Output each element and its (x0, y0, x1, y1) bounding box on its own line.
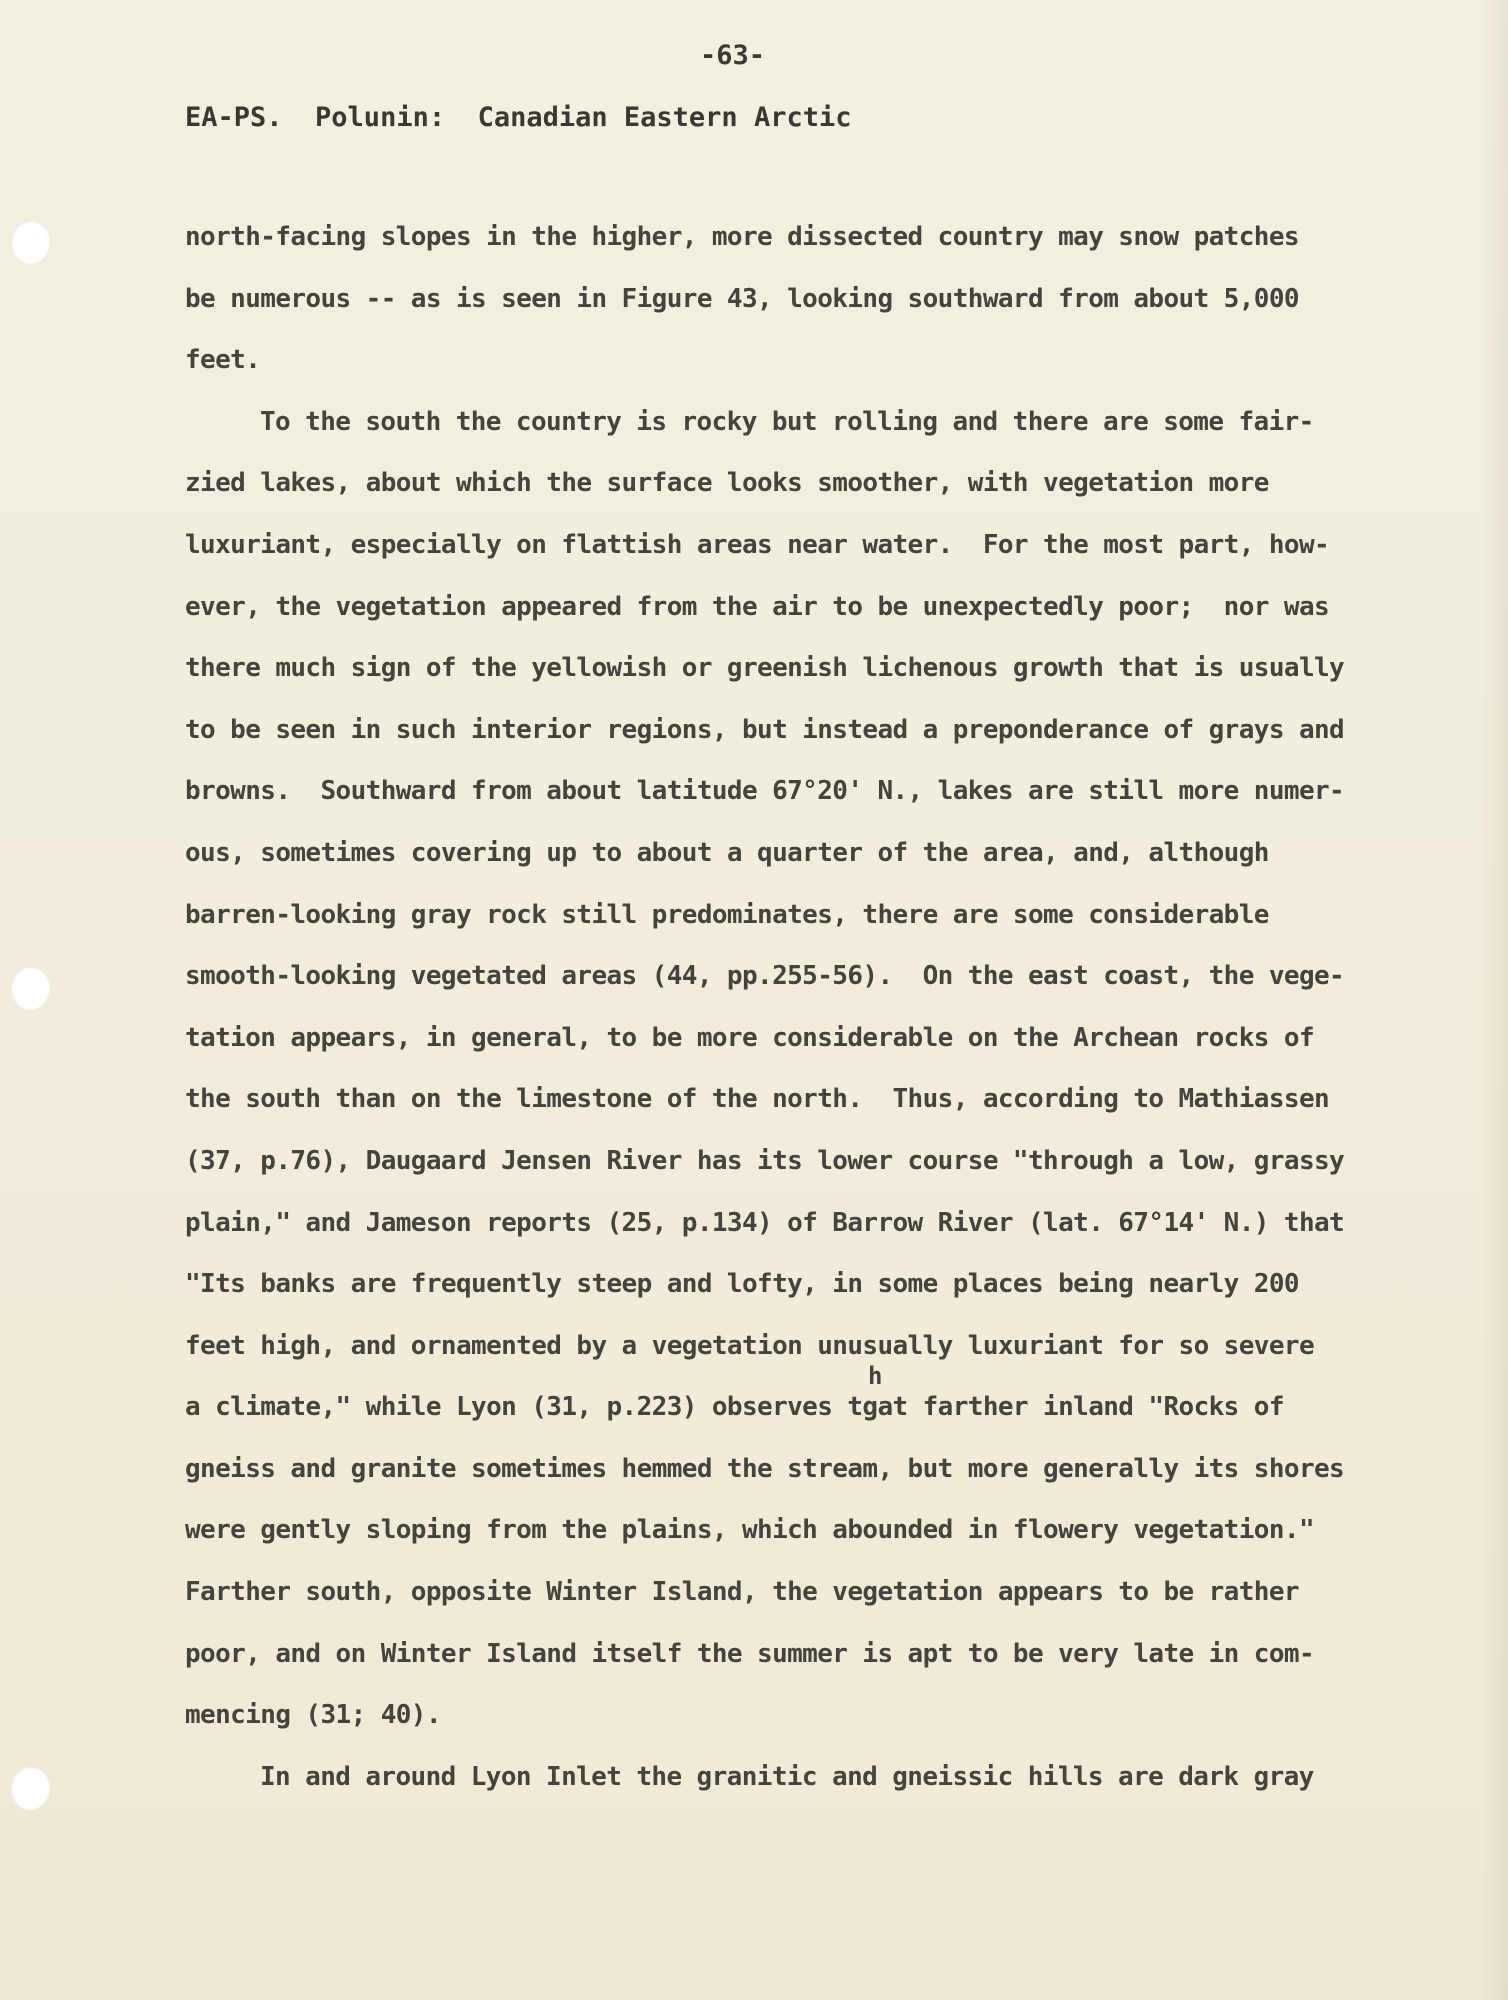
text-line: mencing (31; 40). (185, 1700, 441, 1731)
text-line: zied lakes, about which the surface looks smoother, with vegetation more (185, 468, 1269, 499)
page-edge-shadow (1480, 0, 1508, 2000)
page-number: -63- (700, 40, 766, 71)
text-line: To the south the country is rocky but rolling and there are some fair- (260, 406, 1314, 437)
text-line: browns. Southward from about latitude 67°20' N., lakes are still more numer- (185, 776, 1345, 807)
text-line: plain," and Jameson reports (25, p.134) of Barrow River (lat. 67°14' N.) that (185, 1207, 1345, 1238)
punch-hole-top (10, 220, 50, 264)
text-line: feet. (185, 345, 261, 376)
running-header: EA-PS. Polunin: Canadian Eastern Arctic (185, 102, 852, 133)
text-line: to be seen in such interior regions, but instead a preponderance of grays and (185, 714, 1345, 745)
text-line: feet high, and ornamented by a vegetation unusually luxuriant for so severe (185, 1330, 1314, 1361)
body-text (185, 222, 1415, 1823)
text-line: north-facing slopes in the higher, more dissected country may snow patches (185, 222, 1299, 252)
text-line: smooth-looking vegetated areas (44, pp.255-56). On the east coast, the vege- (185, 961, 1345, 992)
punch-hole-middle (10, 966, 50, 1010)
text-line: ever, the vegetation appeared from the air to be unexpectedly poor; nor was (185, 591, 1330, 622)
interlinear-correction: h (868, 1362, 883, 1390)
text-line: poor, and on Winter Island itself the summer is apt to be very late in com- (185, 1638, 1314, 1669)
text-line: Farther south, opposite Winter Island, the vegetation appears to be rather (185, 1577, 1299, 1608)
text-line: ous, sometimes covering up to about a quarter of the area, and, although (185, 837, 1269, 868)
text-line: were gently sloping from the plains, which abounded in flowery vegetation." (185, 1515, 1314, 1546)
text-line: barren-looking gray rock still predominates, there are some considerable (185, 899, 1269, 930)
text-line: tation appears, in general, to be more considerable on the Archean rocks of (185, 1022, 1314, 1053)
text-line: the south than on the limestone of the north. Thus, according to Mathiassen (185, 1084, 1330, 1115)
text-line: be numerous -- as is seen in Figure 43, looking southward from about 5,000 (185, 283, 1299, 314)
text-line: there much sign of the yellowish or greenish lichenous growth that is usually (185, 653, 1345, 684)
text-line: gneiss and granite sometimes hemmed the stream, but more generally its shores (185, 1453, 1345, 1484)
text-line: luxuriant, especially on flattish areas near water. For the most part, how- (185, 529, 1330, 560)
text-line: a climate," while Lyon (31, p.223) observes tgat farther inland "Rocks of (185, 1392, 1284, 1423)
text-line: (37, p.76), Daugaard Jensen River has its lower course "through a low, grassy (185, 1145, 1345, 1176)
text-line: In and around Lyon Inlet the granitic and gneissic hills are dark gray (260, 1761, 1314, 1792)
punch-hole-bottom (10, 1766, 50, 1810)
text-line: "Its banks are frequently steep and lofty, in some places being nearly 200 (185, 1269, 1299, 1300)
